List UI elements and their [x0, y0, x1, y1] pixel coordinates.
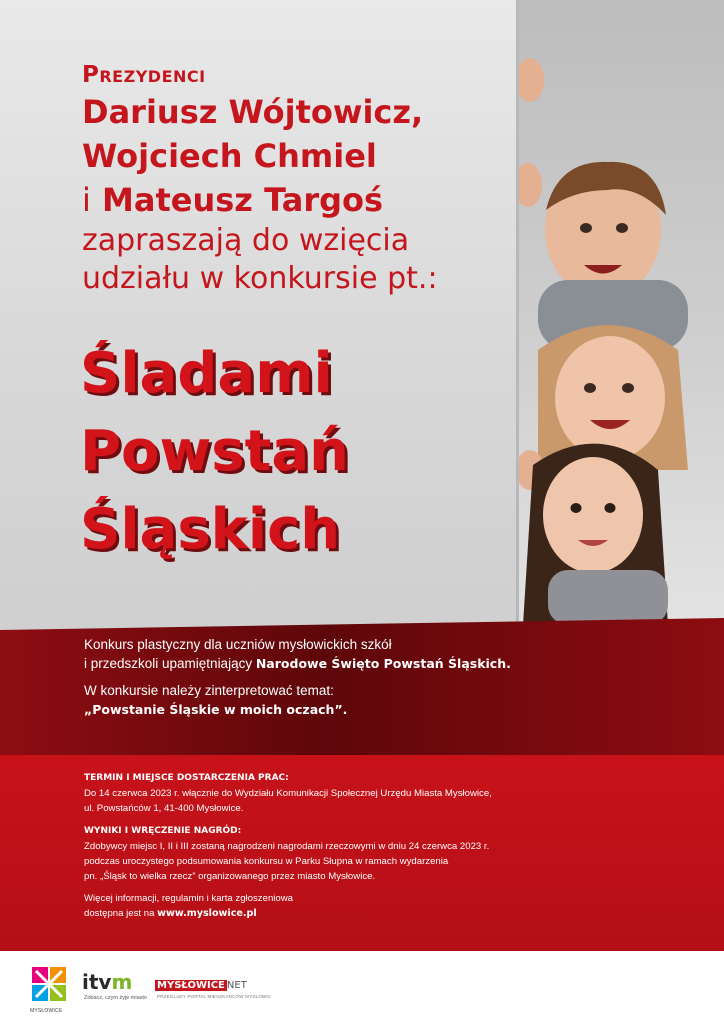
results-line-1: Zdobywcy miejsc I, II i III zostaną nagrodzeni nagrodami rzeczowymi w dniu 24 czerwca 2023 r. [84, 841, 490, 852]
details-text [84, 770, 684, 928]
organizers-headline [82, 60, 502, 298]
website-link[interactable]: www.myslowice.pl [157, 908, 257, 919]
intro-paragraph-1 [84, 635, 644, 673]
headline-name-3: Mateusz Targoś [102, 181, 384, 219]
myslowice-net-box: MYSŁOWICE [157, 980, 225, 991]
children-illustration [518, 0, 724, 625]
intro-p2-bold: „Powstanie Śląskie w moich oczach”. [84, 702, 348, 717]
myslowice-net-caption: PRZEGLĄDY PORTAL MIESZKAŃCÓW MYSŁOWIC [157, 994, 272, 999]
results-section [84, 823, 684, 884]
myslowice-net-logo [155, 980, 247, 992]
board-edge [516, 0, 519, 625]
contest-title-line-2: Powstań [80, 419, 350, 484]
intro-p1-line2: i przedszkoli upamiętniający [84, 656, 253, 671]
deadline-line-2: ul. Powstańców 1, 41-400 Mysłowice. [84, 803, 244, 814]
deadline-section [84, 770, 684, 816]
myslowice-net-suffix: NET [226, 980, 247, 991]
more-info-line-1: Więcej informacji, regulamin i karta zgłoszeniowa [84, 893, 294, 904]
intro-p2-line1: W konkursie należy zinterpretować temat: [84, 683, 334, 698]
itvm-logo-prefix: itv [82, 970, 112, 994]
intro-p1-line1: Konkurs plastyczny dla uczniów mysłowickich szkół [84, 637, 392, 652]
contest-title-line-1: Śladami [80, 341, 333, 406]
myslowice-city-logo [32, 967, 66, 1011]
headline-name-1: Dariusz Wójtowicz, [82, 93, 424, 131]
headline-name-3-line [82, 178, 502, 222]
headline-conjunction: i [82, 181, 91, 219]
itvm-logo [82, 972, 132, 992]
more-info-line-2: dostępna jest na [84, 908, 155, 919]
results-heading: WYNIKI I WRĘCZENIE NAGRÓD: [84, 826, 242, 836]
more-info-section [84, 891, 684, 921]
deadline-line-1: Do 14 czerwca 2023 r. włącznie do Wydziału Komunikacji Społecznej Urzędu Miasta Mysłowice, [84, 788, 492, 799]
intro-p1-bold: Narodowe Święto Powstań Śląskich. [255, 656, 511, 671]
itvm-tagline: Zobacz, czym żyje miasto [84, 995, 147, 1001]
headline-invite-1: zapraszają do wzięcia [82, 223, 410, 258]
results-line-2: podczas uroczystego podsumowania konkursu w Parku Słupna w ramach wydarzenia [84, 856, 449, 867]
intro-text [84, 635, 644, 727]
headline-invite-2: udziału w konkursie pt.: [82, 261, 438, 296]
children-photo [518, 0, 724, 625]
contest-title [80, 335, 349, 569]
intro-paragraph-2 [84, 681, 644, 719]
myslowice-logo-caption: MYSŁOWICE [30, 1008, 63, 1014]
contest-title-line-3: Śląskich [80, 497, 341, 562]
itvm-logo-m: m [111, 970, 133, 994]
headline-title-word: Prezydenci [82, 62, 206, 88]
deadline-heading: TERMIN I MIEJSCE DOSTARCZENIA PRAC: [84, 773, 289, 783]
headline-name-2: Wojciech Chmiel [82, 137, 377, 175]
results-line-3: pn. „Śląsk to wielka rzecz” organizowanego przez miasto Mysłowice. [84, 871, 376, 882]
